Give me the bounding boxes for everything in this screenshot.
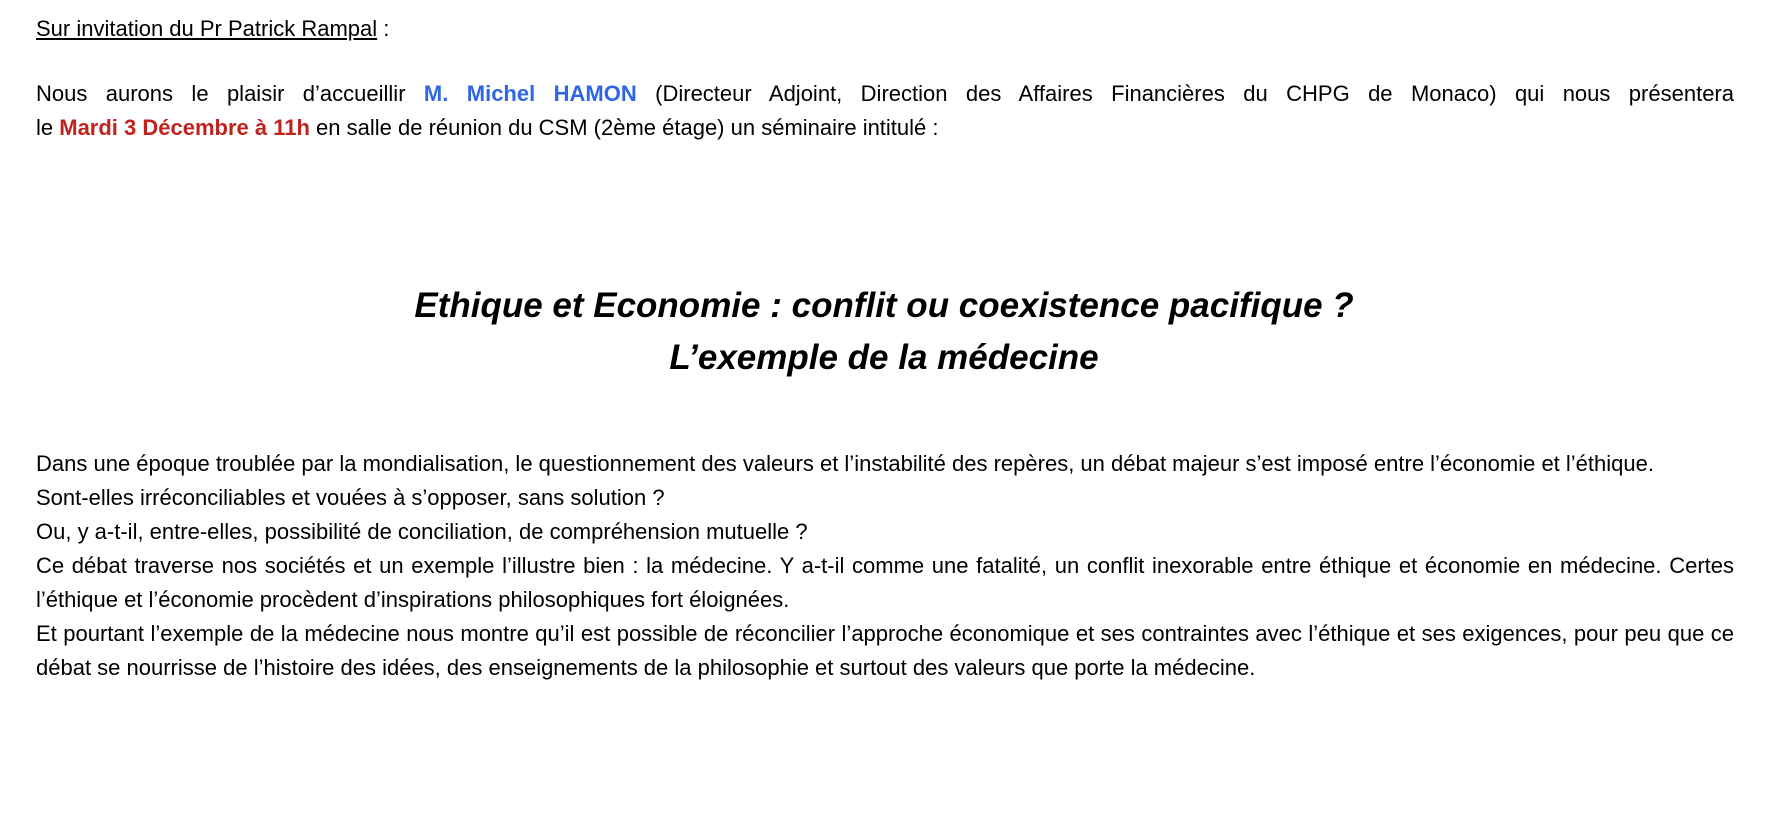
abstract-paragraph-5: Et pourtant l’exemple de la médecine nous montre qu’il est possible de réconcilier l’approche économique et ses contraintes avec l’éthique et ses exigences, pour peu que ce débat se nourrisse de l’histoire des idées, des enseignements de la philosophie et surtout des valeurs que porte la médecine. bbox=[36, 621, 1734, 680]
abstract-paragraph-4: Ce débat traverse nos sociétés et un exemple l’illustre bien : la médecine. Y a-t-il comme une fatalité, un conflit inexorable entre éthique et économie en médecine. Certes l’éthique et l’économie procèdent d’inspirations philosophiques fort éloignées. bbox=[36, 553, 1734, 612]
abstract-paragraph-3: Ou, y a-t-il, entre-elles, possibilité de conciliation, de compréhension mutuelle ? bbox=[36, 519, 808, 544]
seminar-title-line-1: Ethique et Economie : conflit ou coexistence pacifique ? bbox=[414, 286, 1354, 325]
abstract-paragraph-2: Sont-elles irréconciliables et vouées à s’opposer, sans solution ? bbox=[36, 485, 665, 510]
seminar-title-line-2: L’exemple de la médecine bbox=[669, 338, 1099, 377]
intro-text-2: (Directeur Adjoint, Direction des Affaires Financières du CHPG de Monaco) qui nous présentera bbox=[636, 81, 1734, 106]
intro-text-4: en salle de réunion du CSM (2ème étage) un séminaire intitulé : bbox=[309, 115, 939, 140]
invitation-colon: : bbox=[377, 16, 390, 41]
intro-text-3: le bbox=[36, 115, 60, 140]
invitation-host: Sur invitation du Pr Patrick Rampal bbox=[36, 16, 378, 41]
intro-text-1: Nous aurons le plaisir d’accueillir bbox=[36, 81, 424, 106]
speaker-name: M. Michel HAMON bbox=[423, 81, 637, 106]
intro-line-1 bbox=[36, 77, 1734, 111]
abstract-paragraph-1: Dans une époque troublée par la mondialisation, le questionnement des valeurs et l’instabilité des repères, un débat majeur s’est imposé entre l’économie et l’éthique. bbox=[36, 451, 1654, 476]
invitation-line bbox=[36, 14, 389, 44]
intro-paragraph bbox=[36, 77, 1734, 145]
seminar-title bbox=[0, 280, 1768, 384]
abstract-body bbox=[36, 447, 1734, 685]
intro-line-2 bbox=[36, 111, 1734, 145]
seminar-date: Mardi 3 Décembre à 11h bbox=[59, 115, 310, 140]
